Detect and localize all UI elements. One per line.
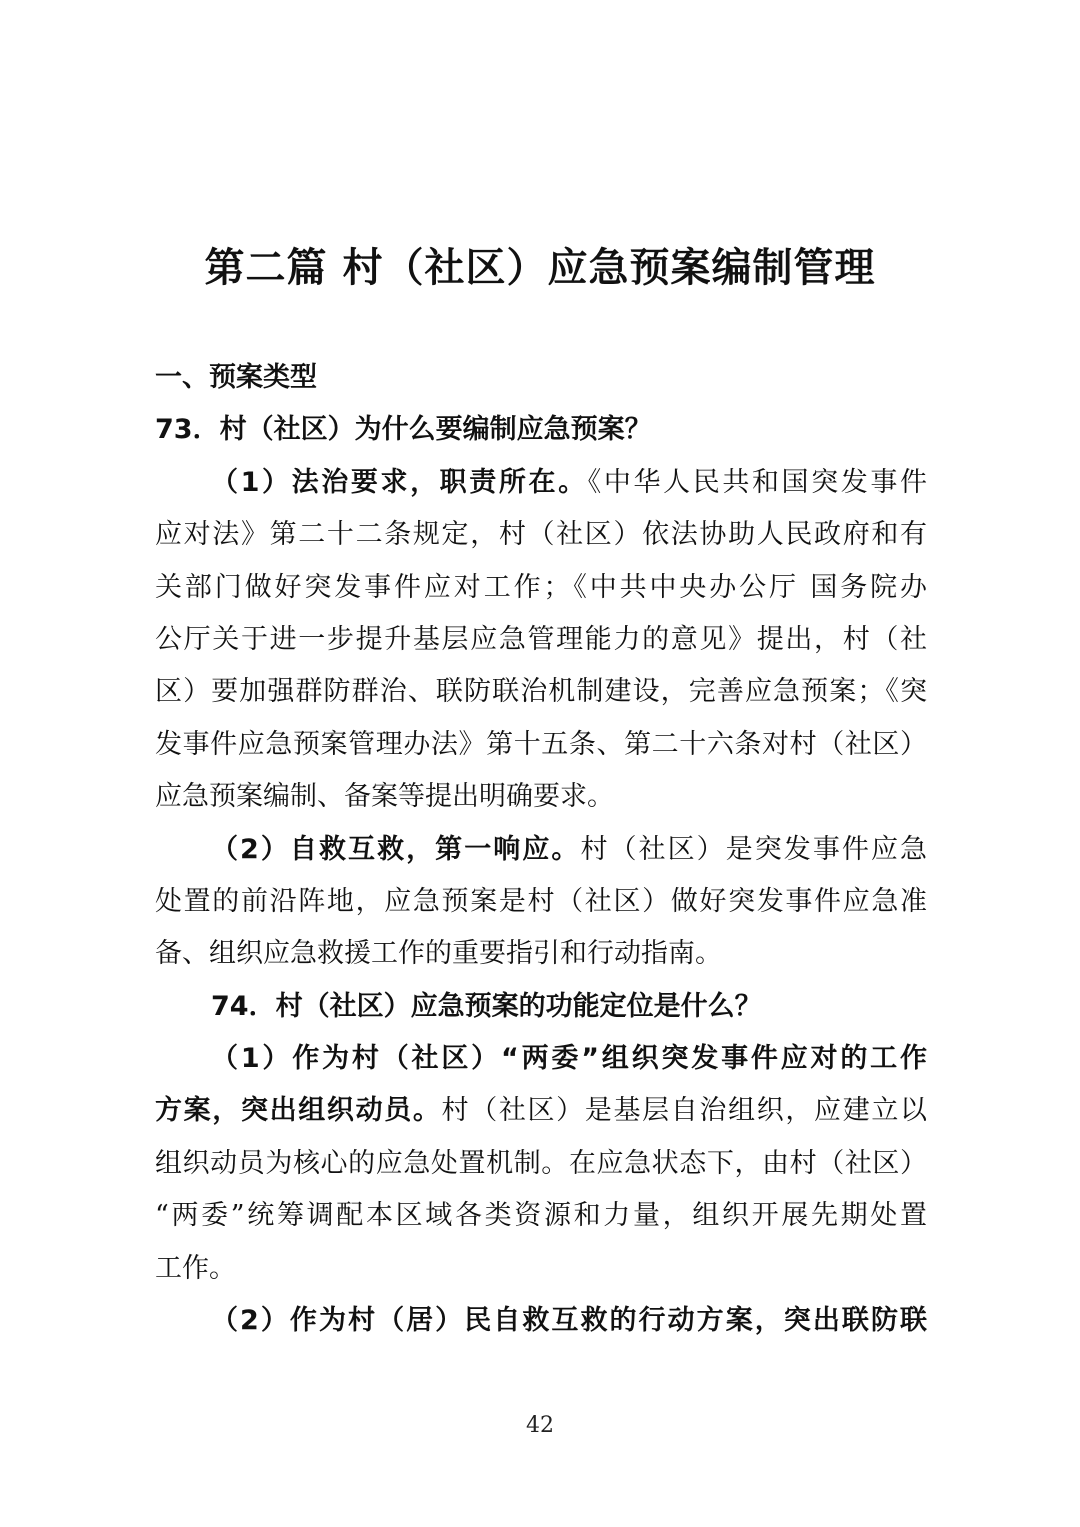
q73-paragraph-1-lead: （1）法治要求，职责所在。 xyxy=(211,466,588,498)
q73-paragraph-2-lead: （2）自救互救，第一响应。 xyxy=(211,833,581,865)
q74-paragraph-1-line: 组织动员为核心的应急处置机制。在应急状态下，由村（社区） xyxy=(155,1147,927,1179)
q73-paragraph-1-text: 《中华人民共和国突发事件 xyxy=(587,466,928,498)
q74-paragraph-1-line xyxy=(155,1085,927,1137)
q73-paragraph-2-text: 村（社区）是突发事件应急 xyxy=(580,833,928,865)
question-73-heading: 73．村（社区）为什么要编制应急预案？ xyxy=(155,414,652,446)
q73-paragraph-1-line: 应急预案编制、备案等提出明确要求。 xyxy=(155,781,614,813)
q73-paragraph-1-line: 区）要加强群防群治、联防联治机制建设，完善应急预案；《突 xyxy=(155,676,927,708)
q73-paragraph-1-line xyxy=(155,457,927,509)
q73-paragraph-1-line: 发事件应急预案管理办法》第十五条、第二十六条对村（社区） xyxy=(155,728,927,760)
q74-paragraph-1-line: “两委”统筹调配本区域各类资源和力量，组织开展先期处置 xyxy=(155,1200,927,1232)
q74-paragraph-2-lead: （2）作为村（居）民自救互救的行动方案，突出联防联 xyxy=(211,1305,927,1337)
page-title: 第二篇 村（社区）应急预案编制管理 xyxy=(204,245,876,291)
q74-paragraph-1-text: 村（社区）是基层自治组织，应建立以 xyxy=(441,1095,928,1127)
q74-paragraph-1-lead: （1）作为村（社区）“两委”组织突发事件应对的工作 xyxy=(211,1043,927,1075)
document-body xyxy=(155,352,927,1347)
q74-paragraph-1-lead-end: 方案，突出组织动员。 xyxy=(155,1095,442,1127)
q74-paragraph-1-line: 工作。 xyxy=(155,1252,236,1284)
q73-paragraph-1-line: 应对法》第二十二条规定，村（社区）依法协助人民政府和有 xyxy=(155,519,927,551)
q73-paragraph-1-line: 公厅关于进一步提升基层应急管理能力的意见》提出，村（社 xyxy=(155,623,927,655)
q73-paragraph-2-line xyxy=(155,824,927,876)
page-number: 42 xyxy=(526,1413,554,1438)
question-74-heading: 74．村（社区）应急预案的功能定位是什么？ xyxy=(211,990,762,1022)
q73-paragraph-2-line: 处置的前沿阵地，应急预案是村（社区）做好突发事件应急准 xyxy=(155,885,927,917)
section-heading: 一、预案类型 xyxy=(155,362,317,393)
q73-paragraph-1-line: 关部门做好突发事件应对工作；《中共中央办公厅 国务院办 xyxy=(155,571,927,603)
q73-paragraph-2-line: 备、组织应急救援工作的重要指引和行动指南。 xyxy=(155,938,722,970)
